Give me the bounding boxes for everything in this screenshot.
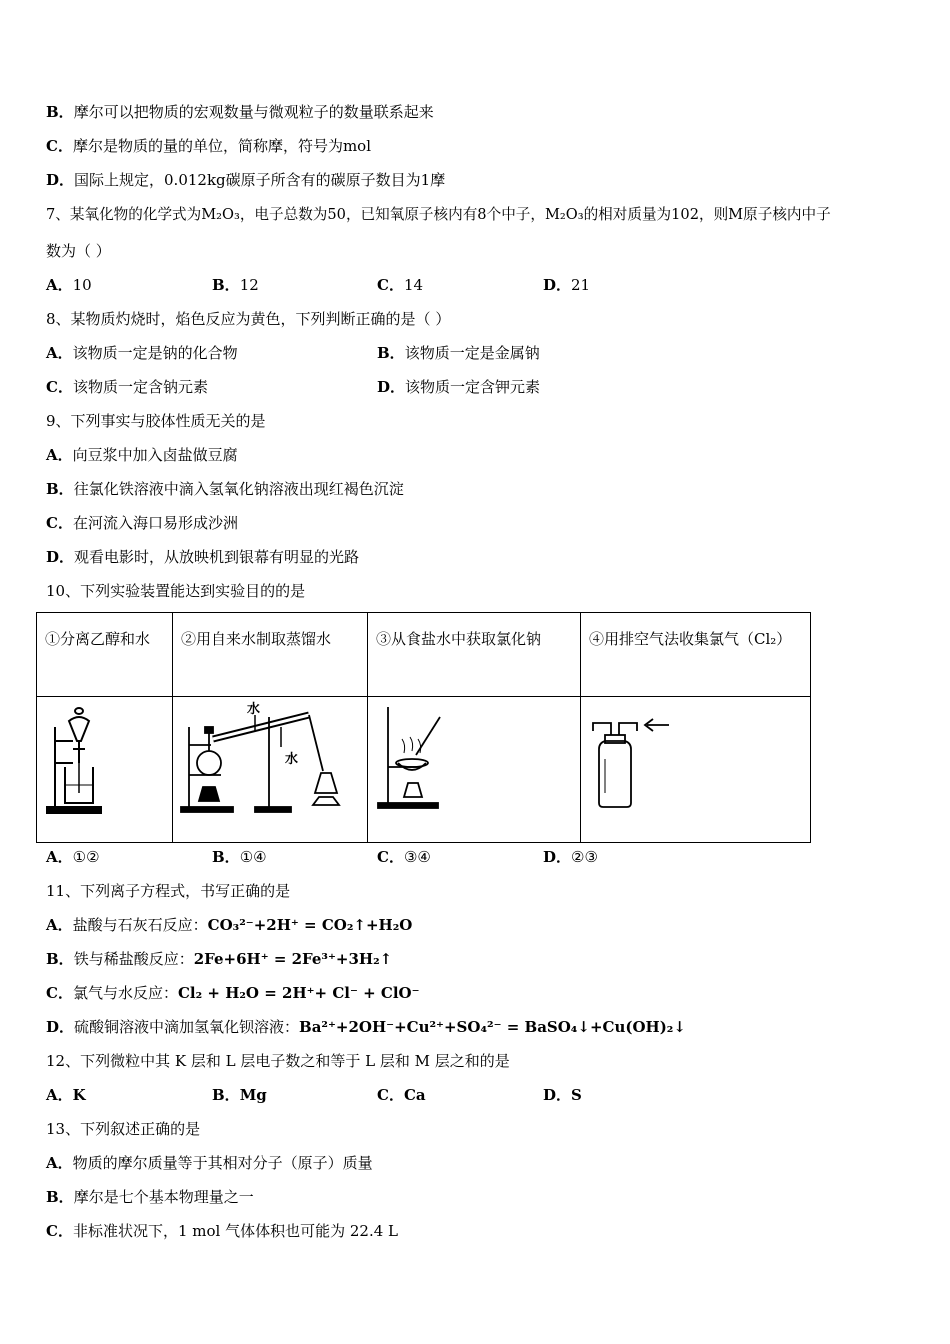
option-text: 该物质一定是金属钠 xyxy=(404,344,540,362)
option-letter: B． xyxy=(212,1086,240,1104)
separatory-funnel-figure xyxy=(37,697,172,842)
option-text: ③④ xyxy=(403,848,431,866)
option-letter: B． xyxy=(377,344,405,362)
option-letter: D． xyxy=(46,1018,75,1036)
figure-cell-1 xyxy=(37,697,173,843)
q12-option-c xyxy=(377,1085,426,1105)
evaporation-figure xyxy=(368,697,580,842)
option-letter: C． xyxy=(46,137,73,155)
q8-option-b xyxy=(377,343,540,363)
q12-option-b xyxy=(212,1085,267,1105)
header-sep-ethanol: ①分离乙醇和水 xyxy=(45,630,151,648)
option-text: ②③ xyxy=(571,848,598,866)
option-text: ①④ xyxy=(239,848,267,866)
option-text: 观看电影时，从放映机到银幕有明显的光路 xyxy=(74,548,360,566)
option-letter: B． xyxy=(212,848,240,866)
option-text: 摩尔是七个基本物理量之一 xyxy=(73,1188,254,1206)
q7-stem-line1: 7、某氧化物的化学式为M₂O₃，电子总数为50，已知氧原子核内有8个中子，M₂O₃的相对质量为102，则M原子核内中子 xyxy=(46,206,831,223)
equation: 2Fe+6H⁺ = 2Fe³⁺+3H₂↑ xyxy=(193,950,393,968)
q10-option-b xyxy=(212,847,267,867)
option-label: 氯气与水反应： xyxy=(72,984,178,1002)
option-letter: A． xyxy=(46,446,73,464)
option-letter: B． xyxy=(46,103,74,121)
q7-stem-line2: 数为（ ） xyxy=(46,242,111,260)
q8-option-d xyxy=(377,377,540,397)
option-letter: B． xyxy=(46,950,74,968)
option-letter: A． xyxy=(46,1086,73,1104)
option-label: 铁与稀盐酸反应： xyxy=(73,950,194,968)
option-letter: C． xyxy=(46,1222,73,1240)
option-letter: C． xyxy=(377,1086,404,1104)
equation: Ba²⁺+2OH⁻+Cu²⁺+SO₄²⁻ = BaSO₄↓+Cu(OH)₂↓ xyxy=(299,1018,686,1036)
option-label: 盐酸与石灰石反应： xyxy=(72,916,208,934)
table-header-cell xyxy=(368,613,581,697)
gas-collection-figure xyxy=(581,697,810,842)
q11-option-d xyxy=(46,1017,686,1037)
option-text: 非标准状况下，1 mol 气体体积也可能为 22.4 L xyxy=(72,1222,398,1240)
option-text: 摩尔可以把物质的宏观数量与微观粒子的数量联系起来 xyxy=(73,103,434,121)
option-letter: B． xyxy=(46,1188,74,1206)
q7-option-b xyxy=(212,275,259,295)
option-text: 在河流入海口易形成沙洲 xyxy=(72,514,238,532)
equation: CO₃²⁻+2H⁺ = CO₂↑+H₂O xyxy=(207,916,413,934)
option-letter: B． xyxy=(46,480,74,498)
option-text: ①② xyxy=(72,848,100,866)
q11-stem: 11、下列离子方程式，书写正确的是 xyxy=(46,882,291,900)
option-text: 向豆浆中加入卤盐做豆腐 xyxy=(72,446,238,464)
equation: Cl₂ + H₂O = 2H⁺+ Cl⁻ + ClO⁻ xyxy=(177,984,420,1002)
option-text: 该物质一定含钠元素 xyxy=(72,378,208,396)
water-outlet-label: 水 xyxy=(285,752,299,767)
option-text: 21 xyxy=(571,276,591,294)
water-inlet-label: 水 xyxy=(247,702,261,717)
option-text: 国际上规定，0.012kg碳原子所含有的碳原子数目为1摩 xyxy=(74,171,446,189)
q12-stem: 12、下列微粒中其 K 层和 L 层电子数之和等于 L 层和 M 层之和的是 xyxy=(46,1052,510,1070)
option-letter: A． xyxy=(46,916,73,934)
q8-option-a xyxy=(46,343,238,363)
header-distill: ②用自来水制取蒸馏水 xyxy=(181,630,332,648)
option-letter: D． xyxy=(46,548,75,566)
option-letter: C． xyxy=(377,848,404,866)
option-text: 摩尔是物质的量的单位，简称摩，符号为mol xyxy=(72,137,372,155)
q9-option-b xyxy=(46,479,404,499)
q9-stem: 9、下列事实与胶体性质无关的是 xyxy=(46,412,266,430)
option-letter: D． xyxy=(46,171,75,189)
option-letter: A． xyxy=(46,276,73,294)
option-text: 10 xyxy=(72,276,92,294)
q7-option-c xyxy=(377,275,423,295)
q13-option-a xyxy=(46,1153,373,1173)
q12-option-a xyxy=(46,1085,86,1105)
option-text: Mg xyxy=(239,1086,267,1104)
option-letter: D． xyxy=(543,848,572,866)
option-letter: C． xyxy=(46,514,73,532)
q10-apparatus-table xyxy=(36,612,811,843)
q13-option-c xyxy=(46,1221,398,1241)
table-header-cell xyxy=(37,613,173,697)
option-label: 硫酸铜溶液中滴加氢氧化钡溶液： xyxy=(74,1018,300,1036)
q11-option-b xyxy=(46,949,392,969)
figure-cell-2 xyxy=(173,697,368,843)
q6-option-b xyxy=(46,102,434,122)
q12-option-d xyxy=(543,1085,582,1105)
table-header-cell xyxy=(581,613,811,697)
option-text: 往氯化铁溶液中滴入氢氧化钠溶液出现红褐色沉淀 xyxy=(73,480,404,498)
option-text: K xyxy=(72,1086,86,1104)
option-text: 12 xyxy=(239,276,259,294)
q7-option-a xyxy=(46,275,92,295)
option-text: S xyxy=(571,1086,582,1104)
q13-stem: 13、下列叙述正确的是 xyxy=(46,1120,201,1138)
q7-option-d xyxy=(543,275,590,295)
option-text: 该物质一定是钠的化合物 xyxy=(72,344,238,362)
q8-stem: 8、某物质灼烧时，焰色反应为黄色，下列判断正确的是（ ） xyxy=(46,310,451,328)
q13-option-b xyxy=(46,1187,254,1207)
distillation-figure xyxy=(173,697,367,842)
q11-option-c xyxy=(46,983,420,1003)
q8-option-c xyxy=(46,377,208,397)
header-evaporate: ③从食盐水中获取氯化钠 xyxy=(376,630,542,648)
option-text: 物质的摩尔质量等于其相对分子（原子）质量 xyxy=(72,1154,373,1172)
option-letter: C． xyxy=(46,984,73,1002)
q10-option-d xyxy=(543,847,598,867)
option-text: 14 xyxy=(403,276,424,294)
q9-option-c xyxy=(46,513,238,533)
q10-option-c xyxy=(377,847,431,867)
q10-stem: 10、下列实验装置能达到实验目的的是 xyxy=(46,582,306,600)
option-letter: C． xyxy=(377,276,404,294)
option-letter: D． xyxy=(543,1086,572,1104)
q9-option-a xyxy=(46,445,238,465)
option-letter: D． xyxy=(543,276,572,294)
table-header-cell xyxy=(173,613,368,697)
option-letter: A． xyxy=(46,344,73,362)
q6-option-d xyxy=(46,170,445,190)
figure-cell-3 xyxy=(368,697,581,843)
option-text: Ca xyxy=(403,1086,426,1104)
option-letter: D． xyxy=(377,378,406,396)
q9-option-d xyxy=(46,547,359,567)
header-collect-gas: ④用排空气法收集氯气（Cl₂） xyxy=(589,630,792,648)
option-text: 该物质一定含钾元素 xyxy=(405,378,541,396)
q6-option-c xyxy=(46,136,371,156)
q10-option-a xyxy=(46,847,100,867)
option-letter: A． xyxy=(46,848,73,866)
q11-option-a xyxy=(46,915,412,935)
option-letter: A． xyxy=(46,1154,73,1172)
option-letter: B． xyxy=(212,276,240,294)
figure-cell-4 xyxy=(581,697,811,843)
option-letter: C． xyxy=(46,378,73,396)
